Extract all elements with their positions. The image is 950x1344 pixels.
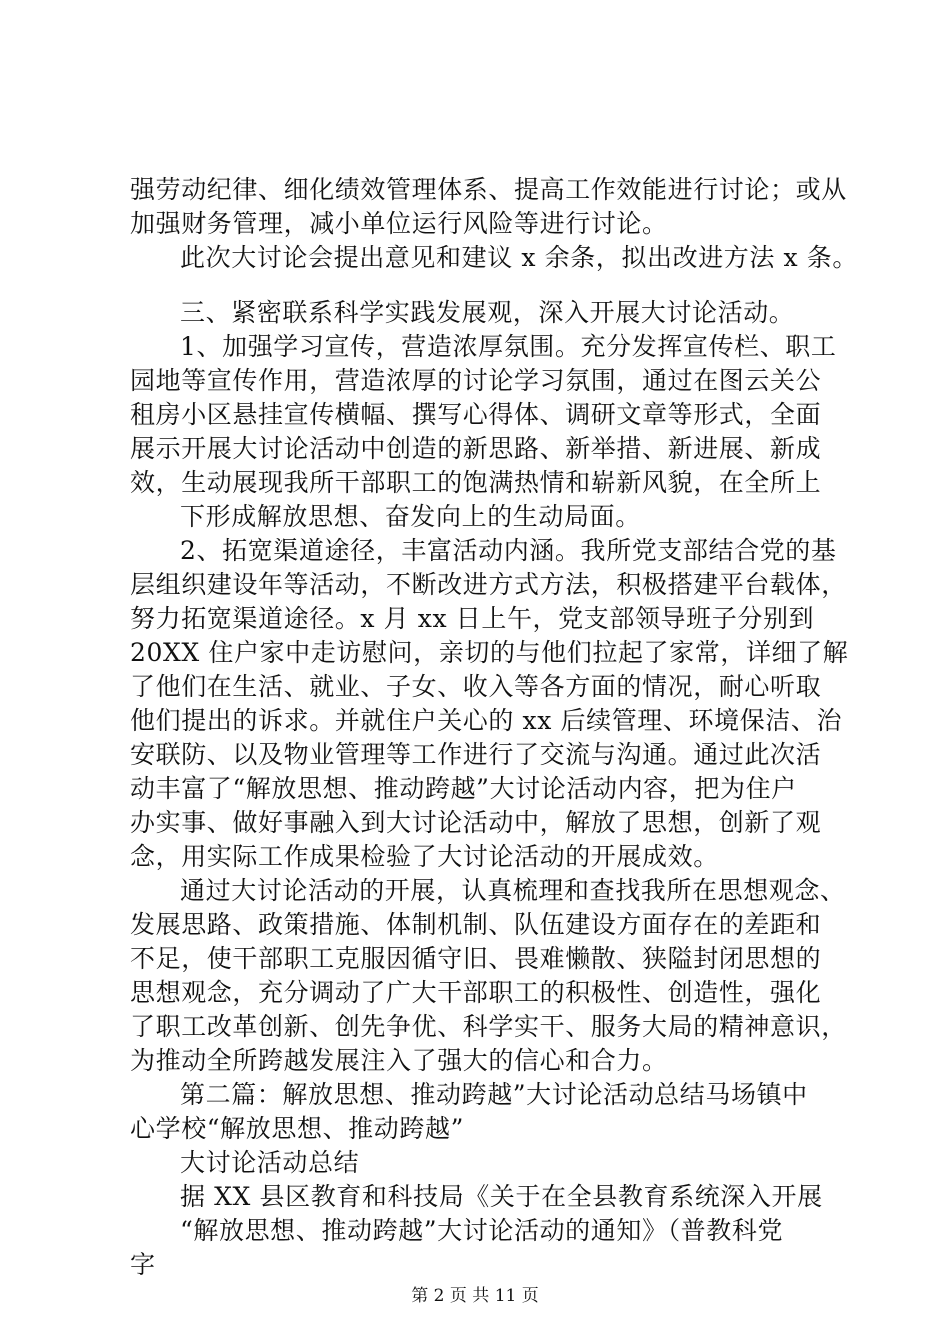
text-line: 20XX 住户家中走访慰问，亲切的与他们拉起了家常，详细了解	[130, 638, 849, 667]
text-line: 发展思路、政策措施、体制机制、队伍建设方面存在的差距和	[130, 910, 822, 939]
text-line: 效，生动展现我所干部职工的饱满热情和崭新风貌，在全所上	[130, 468, 822, 497]
chapter-heading: 心学校“解放思想、推动跨越”	[130, 1114, 464, 1143]
text-line: 加强财务管理，减小单位运行风险等进行讨论。	[130, 209, 668, 238]
page-footer: 第 2 页 共 11 页	[411, 1286, 539, 1306]
text-line: 1、加强学习宣传，营造浓厚氛围。充分发挥宣传栏、职工	[180, 332, 837, 361]
chapter-heading: 大讨论活动总结	[180, 1148, 360, 1177]
text-line: 下形成解放思想、奋发向上的生动局面。	[180, 502, 641, 531]
text-line: 通过大讨论活动的开展，认真梳理和查找我所在思想观念、	[180, 876, 846, 905]
chapter-heading: 第二篇：解放思想、推动跨越”大讨论活动总结马场镇中	[180, 1080, 808, 1109]
text-line: 字	[130, 1250, 156, 1279]
text-line: 园地等宣传作用，营造浓厚的讨论学习氛围，通过在图云关公	[130, 366, 822, 395]
text-line: 租房小区悬挂宣传横幅、撰写心得体、调研文章等形式，全面	[130, 400, 822, 429]
text-line: 强劳动纪律、细化绩效管理体系、提高工作效能进行讨论；或从	[130, 175, 847, 204]
text-line: 他们提出的诉求。并就住户关心的 xx 后续管理、环境保洁、治	[130, 706, 843, 735]
text-line: 了职工改革创新、创先争优、科学实干、服务大局的精神意识，	[130, 1012, 847, 1041]
text-line: 了他们在生活、就业、子女、收入等各方面的情况，耐心听取	[130, 672, 822, 701]
text-line: 此次大讨论会提出意见和建议 x 余条，拟出改进方法 x 条。	[180, 243, 858, 272]
text-line: 层组织建设年等活动，不断改进方式方法，积极搭建平台载体，	[130, 570, 847, 599]
text-line: 安联防、以及物业管理等工作进行了交流与沟通。通过此次活	[130, 740, 822, 769]
text-line: 办实事、做好事融入到大讨论活动中，解放了思想，创新了观	[130, 808, 822, 837]
text-line: 动丰富了“解放思想、推动跨越”大讨论活动内容，把为住户	[130, 774, 797, 803]
text-line: 2、拓宽渠道途径，丰富活动内涵。我所党支部结合党的基	[180, 536, 837, 565]
text-line: 不足，使干部职工克服因循守旧、畏难懒散、狭隘封闭思想的	[130, 944, 822, 973]
text-line: 为推动全所跨越发展注入了强大的信心和合力。	[130, 1046, 668, 1075]
text-line: “解放思想、推动跨越”大讨论活动的通知》（普教科党	[180, 1216, 784, 1245]
text-line: 据 XX 县区教育和科技局《关于在全县教育系统深入开展	[180, 1182, 823, 1211]
section-heading: 三、紧密联系科学实践发展观，深入开展大讨论活动。	[180, 298, 795, 327]
text-line: 思想观念，充分调动了广大干部职工的积极性、创造性，强化	[130, 978, 822, 1007]
text-line: 展示开展大讨论活动中创造的新思路、新举措、新进展、新成	[130, 434, 822, 463]
text-line: 努力拓宽渠道途径。x 月 xx 日上午，党支部领导班子分别到	[130, 604, 815, 633]
text-line: 念，用实际工作成果检验了大讨论活动的开展成效。	[130, 842, 719, 871]
